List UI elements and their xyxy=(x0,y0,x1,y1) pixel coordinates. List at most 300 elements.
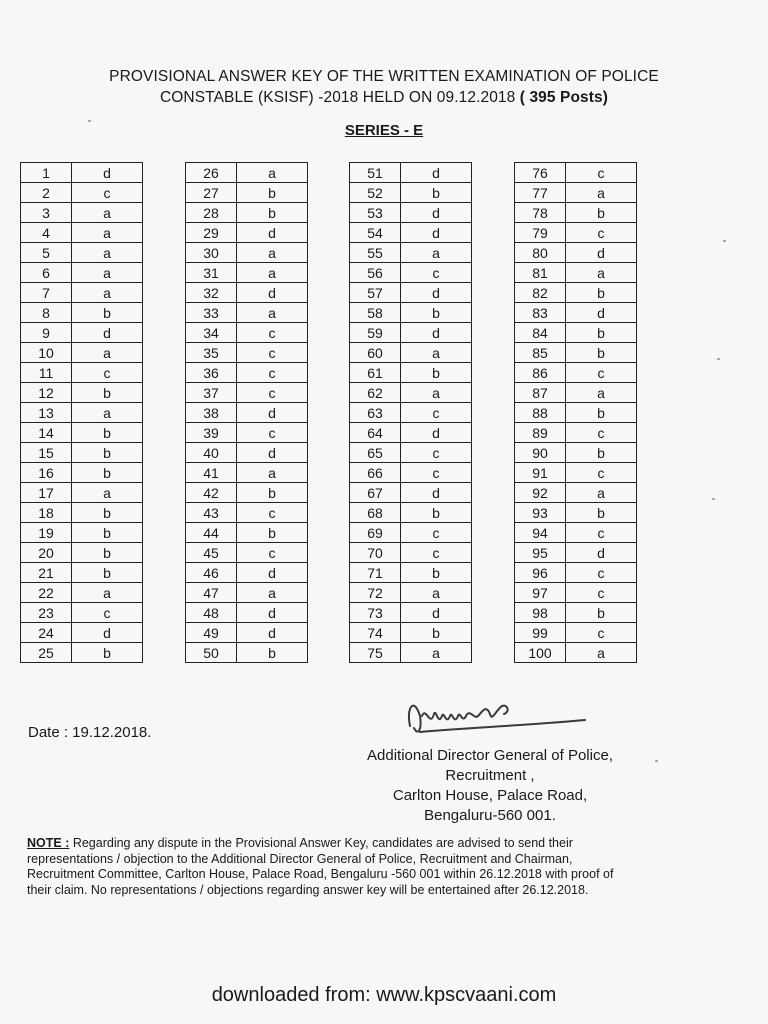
table-row xyxy=(186,443,308,463)
question-number: 41 xyxy=(186,463,237,483)
answer-option: a xyxy=(237,463,308,483)
answer-option: d xyxy=(401,483,472,503)
answer-option: c xyxy=(566,583,637,603)
question-number: 3 xyxy=(21,203,72,223)
question-number: 1 xyxy=(21,163,72,183)
answer-option: d xyxy=(401,223,472,243)
table-row xyxy=(515,443,637,463)
answer-option: c xyxy=(401,263,472,283)
scan-speck xyxy=(88,120,91,122)
note-label: NOTE : xyxy=(27,836,70,850)
table-row xyxy=(186,423,308,443)
question-number: 2 xyxy=(21,183,72,203)
document-title xyxy=(20,66,748,108)
answer-option: d xyxy=(72,623,143,643)
answer-option: c xyxy=(237,543,308,563)
answer-option: b xyxy=(566,283,637,303)
answer-option: a xyxy=(566,183,637,203)
table-row xyxy=(350,203,472,223)
table-row xyxy=(21,643,143,663)
answer-option: a xyxy=(401,643,472,663)
answer-option: b xyxy=(401,503,472,523)
note-text: Regarding any dispute in the Provisional Answer Key, candidates are advised to send their representations / objection to the Additional Director General of Police, Recruitment and Chairman, Recruitment Committee, Carlton House, Palace Road, Bengaluru -560 001 within 26.12.2018 with proof of their claim. No representations / objections regarding answer key will be entertained after 26.12.2018. xyxy=(27,836,614,897)
answer-option: c xyxy=(237,343,308,363)
question-number: 27 xyxy=(186,183,237,203)
answer-option: b xyxy=(566,503,637,523)
table-row xyxy=(186,603,308,623)
answer-option: b xyxy=(237,183,308,203)
answer-option: c xyxy=(72,183,143,203)
answer-option: d xyxy=(566,543,637,563)
question-number: 26 xyxy=(186,163,237,183)
question-number: 29 xyxy=(186,223,237,243)
table-row xyxy=(515,183,637,203)
table-row xyxy=(21,623,143,643)
signatory-department: Recruitment , xyxy=(445,767,535,784)
title-posts: ( 395 Posts) xyxy=(519,89,609,106)
table-row xyxy=(186,463,308,483)
table-row xyxy=(515,263,637,283)
answer-option: c xyxy=(237,383,308,403)
answer-option: a xyxy=(237,583,308,603)
question-number: 5 xyxy=(21,243,72,263)
question-number: 52 xyxy=(350,183,401,203)
answer-option: a xyxy=(566,643,637,663)
table-row xyxy=(21,263,143,283)
table-row xyxy=(350,403,472,423)
answer-option: d xyxy=(566,303,637,323)
question-number: 60 xyxy=(350,343,401,363)
table-row xyxy=(21,303,143,323)
question-number: 28 xyxy=(186,203,237,223)
question-number: 40 xyxy=(186,443,237,463)
question-number: 64 xyxy=(350,423,401,443)
table-row xyxy=(350,603,472,623)
question-number: 25 xyxy=(21,643,72,663)
question-number: 92 xyxy=(515,483,566,503)
table-row xyxy=(21,243,143,263)
answer-option: c xyxy=(566,423,637,443)
question-number: 18 xyxy=(21,503,72,523)
question-number: 58 xyxy=(350,303,401,323)
question-number: 16 xyxy=(21,463,72,483)
answer-option: c xyxy=(237,323,308,343)
question-number: 88 xyxy=(515,403,566,423)
table-row xyxy=(350,563,472,583)
table-row xyxy=(21,443,143,463)
table-row xyxy=(515,643,637,663)
answer-option: c xyxy=(401,403,472,423)
table-row xyxy=(186,183,308,203)
question-number: 85 xyxy=(515,343,566,363)
table-row xyxy=(186,523,308,543)
table-row xyxy=(21,223,143,243)
scan-speck xyxy=(717,358,720,360)
answer-option: b xyxy=(566,403,637,423)
table-row xyxy=(21,603,143,623)
answer-option: c xyxy=(401,523,472,543)
answer-table-col-2 xyxy=(185,162,308,663)
question-number: 62 xyxy=(350,383,401,403)
question-number: 80 xyxy=(515,243,566,263)
signature-icon xyxy=(400,686,590,746)
question-number: 49 xyxy=(186,623,237,643)
question-number: 78 xyxy=(515,203,566,223)
answer-option: b xyxy=(401,623,472,643)
answer-option: c xyxy=(401,543,472,563)
table-row xyxy=(21,383,143,403)
answer-option: d xyxy=(401,163,472,183)
question-number: 17 xyxy=(21,483,72,503)
question-number: 56 xyxy=(350,263,401,283)
answer-option: c xyxy=(566,463,637,483)
answer-option: d xyxy=(72,163,143,183)
answer-option: a xyxy=(401,243,472,263)
table-row xyxy=(515,543,637,563)
table-row xyxy=(350,303,472,323)
question-number: 72 xyxy=(350,583,401,603)
table-row xyxy=(350,163,472,183)
answer-option: a xyxy=(237,303,308,323)
table-row xyxy=(515,423,637,443)
table-row xyxy=(21,163,143,183)
question-number: 99 xyxy=(515,623,566,643)
question-number: 61 xyxy=(350,363,401,383)
answer-option: a xyxy=(72,483,143,503)
question-number: 66 xyxy=(350,463,401,483)
question-number: 98 xyxy=(515,603,566,623)
scan-speck xyxy=(723,240,726,242)
answer-option: b xyxy=(401,183,472,203)
question-number: 11 xyxy=(21,363,72,383)
answer-option: c xyxy=(566,563,637,583)
table-row xyxy=(515,623,637,643)
question-number: 59 xyxy=(350,323,401,343)
answer-option: b xyxy=(401,563,472,583)
answer-option: a xyxy=(72,263,143,283)
answer-option: a xyxy=(401,583,472,603)
answer-option: b xyxy=(72,303,143,323)
question-number: 68 xyxy=(350,503,401,523)
table-row xyxy=(21,203,143,223)
table-row xyxy=(21,523,143,543)
signatory-designation: Additional Director General of Police, xyxy=(367,747,613,764)
question-number: 46 xyxy=(186,563,237,583)
table-row xyxy=(350,283,472,303)
question-number: 14 xyxy=(21,423,72,443)
question-number: 45 xyxy=(186,543,237,563)
answer-option: d xyxy=(401,603,472,623)
answer-option: b xyxy=(72,463,143,483)
table-row xyxy=(350,483,472,503)
table-row xyxy=(350,383,472,403)
table-row xyxy=(515,603,637,623)
table-row xyxy=(186,583,308,603)
answer-option: d xyxy=(237,403,308,423)
table-row xyxy=(515,323,637,343)
answer-option: c xyxy=(566,623,637,643)
question-number: 90 xyxy=(515,443,566,463)
question-number: 89 xyxy=(515,423,566,443)
question-number: 71 xyxy=(350,563,401,583)
table-row xyxy=(21,463,143,483)
series-label: SERIES - E xyxy=(344,122,424,139)
question-number: 10 xyxy=(21,343,72,363)
question-number: 20 xyxy=(21,543,72,563)
table-row xyxy=(186,343,308,363)
table-row xyxy=(186,483,308,503)
answer-option: d xyxy=(401,283,472,303)
question-number: 35 xyxy=(186,343,237,363)
question-number: 57 xyxy=(350,283,401,303)
answer-option: b xyxy=(401,303,472,323)
question-number: 54 xyxy=(350,223,401,243)
answer-option: d xyxy=(401,203,472,223)
signatory-address: Carlton House, Palace Road, xyxy=(392,787,588,804)
question-number: 95 xyxy=(515,543,566,563)
answer-option: b xyxy=(566,603,637,623)
question-number: 84 xyxy=(515,323,566,343)
table-row xyxy=(186,203,308,223)
question-number: 94 xyxy=(515,523,566,543)
table-row xyxy=(21,423,143,443)
answer-option: c xyxy=(72,363,143,383)
title-line-1: PROVISIONAL ANSWER KEY OF THE WRITTEN EXAMINATION OF POLICE xyxy=(109,68,659,85)
answer-option: a xyxy=(566,483,637,503)
table-row xyxy=(515,463,637,483)
table-row xyxy=(350,543,472,563)
question-number: 13 xyxy=(21,403,72,423)
table-row xyxy=(515,503,637,523)
table-row xyxy=(186,223,308,243)
question-number: 32 xyxy=(186,283,237,303)
answer-option: c xyxy=(566,223,637,243)
answer-option: b xyxy=(72,383,143,403)
table-row xyxy=(350,623,472,643)
question-number: 21 xyxy=(21,563,72,583)
question-number: 44 xyxy=(186,523,237,543)
table-row xyxy=(350,243,472,263)
answer-option: b xyxy=(72,523,143,543)
question-number: 55 xyxy=(350,243,401,263)
answer-option: c xyxy=(566,163,637,183)
question-number: 9 xyxy=(21,323,72,343)
table-row xyxy=(515,383,637,403)
table-row xyxy=(350,343,472,363)
question-number: 47 xyxy=(186,583,237,603)
table-row xyxy=(21,283,143,303)
question-number: 43 xyxy=(186,503,237,523)
question-number: 96 xyxy=(515,563,566,583)
answer-option: c xyxy=(401,463,472,483)
table-row xyxy=(186,163,308,183)
answer-option: b xyxy=(566,443,637,463)
table-row xyxy=(350,583,472,603)
question-number: 15 xyxy=(21,443,72,463)
answer-option: c xyxy=(72,603,143,623)
question-number: 65 xyxy=(350,443,401,463)
question-number: 91 xyxy=(515,463,566,483)
table-row xyxy=(515,283,637,303)
answer-option: a xyxy=(72,403,143,423)
table-row xyxy=(21,583,143,603)
table-row xyxy=(350,183,472,203)
answer-option: b xyxy=(72,643,143,663)
answer-option: a xyxy=(72,223,143,243)
answer-option: b xyxy=(72,443,143,463)
question-number: 63 xyxy=(350,403,401,423)
table-row xyxy=(186,643,308,663)
answer-option: c xyxy=(237,503,308,523)
question-number: 23 xyxy=(21,603,72,623)
question-number: 38 xyxy=(186,403,237,423)
answer-option: d xyxy=(566,243,637,263)
question-number: 42 xyxy=(186,483,237,503)
answer-option: c xyxy=(566,523,637,543)
answer-option: a xyxy=(566,263,637,283)
answer-option: c xyxy=(401,443,472,463)
question-number: 100 xyxy=(515,643,566,663)
answer-option: a xyxy=(72,343,143,363)
table-row xyxy=(186,403,308,423)
table-row xyxy=(186,263,308,283)
table-row xyxy=(21,503,143,523)
table-row xyxy=(21,343,143,363)
question-number: 48 xyxy=(186,603,237,623)
answer-option: b xyxy=(72,503,143,523)
table-row xyxy=(350,463,472,483)
question-number: 93 xyxy=(515,503,566,523)
question-number: 73 xyxy=(350,603,401,623)
table-row xyxy=(186,303,308,323)
answer-option: b xyxy=(237,643,308,663)
question-number: 30 xyxy=(186,243,237,263)
title-line-2 xyxy=(20,87,748,108)
answer-option: a xyxy=(566,383,637,403)
signatory-city: Bengaluru-560 001. xyxy=(424,807,556,824)
question-number: 74 xyxy=(350,623,401,643)
scan-speck xyxy=(712,498,715,500)
answer-option: b xyxy=(566,323,637,343)
question-number: 51 xyxy=(350,163,401,183)
answer-option: a xyxy=(237,163,308,183)
table-row xyxy=(515,223,637,243)
question-number: 37 xyxy=(186,383,237,403)
question-number: 19 xyxy=(21,523,72,543)
question-number: 53 xyxy=(350,203,401,223)
table-row xyxy=(515,363,637,383)
question-number: 67 xyxy=(350,483,401,503)
table-row xyxy=(21,543,143,563)
answer-option: a xyxy=(72,583,143,603)
answer-option: d xyxy=(237,563,308,583)
title-exam-details: CONSTABLE (KSISF) -2018 HELD ON 09.12.2018 xyxy=(159,89,516,106)
answer-table-col-3 xyxy=(349,162,472,663)
answer-option: b xyxy=(401,363,472,383)
question-number: 83 xyxy=(515,303,566,323)
table-row xyxy=(21,323,143,343)
question-number: 86 xyxy=(515,363,566,383)
answer-option: a xyxy=(72,283,143,303)
table-row xyxy=(350,323,472,343)
table-row xyxy=(515,163,637,183)
question-number: 34 xyxy=(186,323,237,343)
table-row xyxy=(515,303,637,323)
question-number: 79 xyxy=(515,223,566,243)
note-paragraph xyxy=(27,836,627,898)
answer-option: b xyxy=(237,483,308,503)
question-number: 87 xyxy=(515,383,566,403)
answer-option: a xyxy=(401,343,472,363)
table-row xyxy=(350,523,472,543)
answer-table-col-4 xyxy=(514,162,637,663)
answer-option: b xyxy=(566,343,637,363)
answer-option: b xyxy=(566,203,637,223)
answer-table-col-1 xyxy=(20,162,143,663)
question-number: 50 xyxy=(186,643,237,663)
table-row xyxy=(515,523,637,543)
question-number: 39 xyxy=(186,423,237,443)
table-row xyxy=(350,223,472,243)
answer-option: c xyxy=(237,363,308,383)
signatory-block xyxy=(310,746,670,826)
answer-option: b xyxy=(72,563,143,583)
answer-option: c xyxy=(566,363,637,383)
question-number: 31 xyxy=(186,263,237,283)
question-number: 75 xyxy=(350,643,401,663)
answer-option: d xyxy=(237,223,308,243)
table-row xyxy=(515,483,637,503)
table-row xyxy=(350,643,472,663)
question-number: 6 xyxy=(21,263,72,283)
answer-option: b xyxy=(237,523,308,543)
table-row xyxy=(350,443,472,463)
question-number: 76 xyxy=(515,163,566,183)
question-number: 4 xyxy=(21,223,72,243)
table-row xyxy=(186,383,308,403)
answer-option: a xyxy=(401,383,472,403)
answer-option: d xyxy=(401,323,472,343)
question-number: 12 xyxy=(21,383,72,403)
answer-option: d xyxy=(237,623,308,643)
answer-option: b xyxy=(237,203,308,223)
table-row xyxy=(21,363,143,383)
question-number: 36 xyxy=(186,363,237,383)
table-row xyxy=(186,563,308,583)
table-row xyxy=(186,323,308,343)
question-number: 97 xyxy=(515,583,566,603)
answer-option: b xyxy=(72,423,143,443)
table-row xyxy=(515,243,637,263)
question-number: 24 xyxy=(21,623,72,643)
scan-speck xyxy=(655,760,658,762)
answer-option: d xyxy=(237,603,308,623)
table-row xyxy=(186,623,308,643)
table-row xyxy=(515,343,637,363)
question-number: 22 xyxy=(21,583,72,603)
answer-option: a xyxy=(237,243,308,263)
question-number: 7 xyxy=(21,283,72,303)
table-row xyxy=(21,563,143,583)
table-row xyxy=(186,543,308,563)
answer-option: b xyxy=(72,543,143,563)
issue-date: Date : 19.12.2018. xyxy=(28,724,152,741)
table-row xyxy=(186,283,308,303)
table-row xyxy=(350,363,472,383)
answer-option: c xyxy=(237,423,308,443)
download-source-line: downloaded from: www.kpscvaani.com xyxy=(211,984,557,1006)
table-row xyxy=(350,263,472,283)
